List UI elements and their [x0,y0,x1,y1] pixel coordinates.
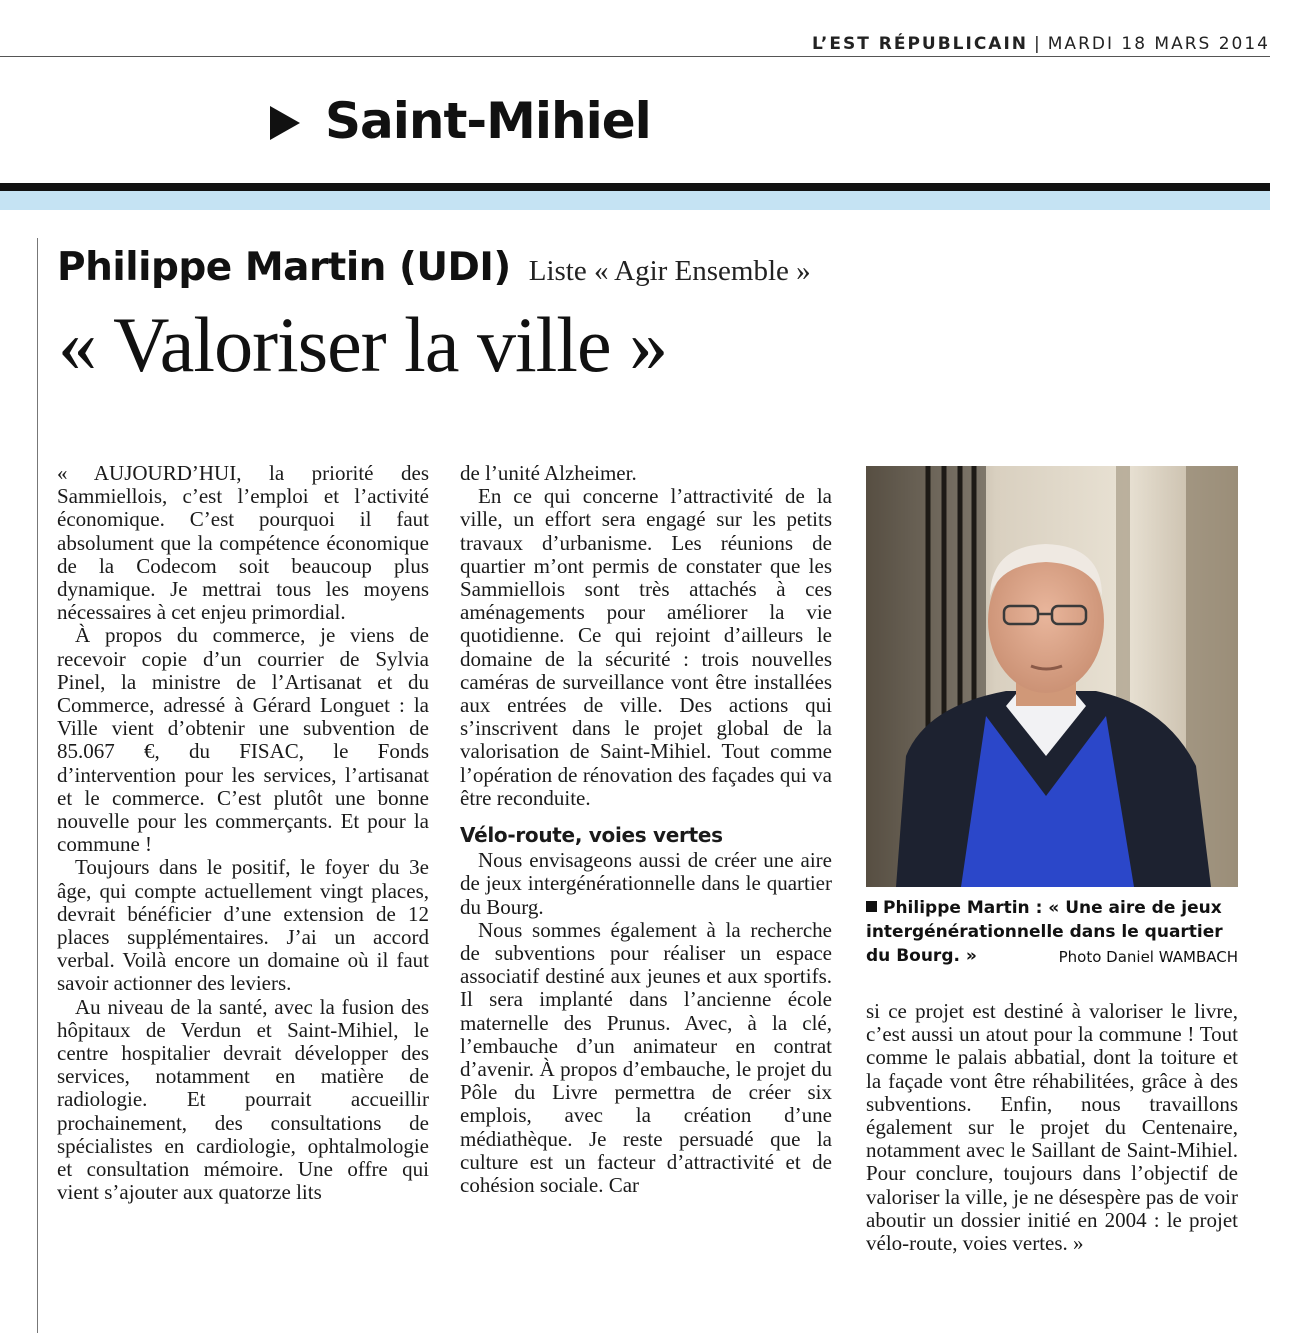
masthead-rule [0,56,1270,57]
kicker-list: Liste « Agir Ensemble » [528,255,811,287]
section-title: Saint-Mihiel [325,92,651,150]
masthead-separator: | [1034,34,1042,54]
article-left-rule [37,238,38,1333]
paragraph: Nous envisageons aussi de créer une aire de jeux intergénérationnelle dans le quartier du Bourg. [460,848,832,919]
paragraph: Au niveau de la santé, avec la fusion des hôpitaux de Verdun et Saint-Mihiel, le centre hospitalier devrait développer des services, notamment en matière de radiologie. Et pourrait accueillir prochainement, des consultations de spécialistes en cardiologie, ophtalmologie et consultation mémoire. Une offre qui vient s’ajouter aux quatorze lits [57,994,429,1205]
issue-date: MARDI 18 MARS 2014 [1047,34,1270,54]
kicker-name: Philippe Martin (UDI) [57,245,511,290]
paragraph: À propos du commerce, je viens de recevoir copie d’un courrier de Sylvia Pinel, la ministre de l’Artisanat et du Commerce, adressé à Gérard Longuet : la Ville vient d’obtenir une subvention de 85.067 €, du FISAC, le Fonds d’intervention pour les services, l’artisanat et le commerce. C’est plutôt une bonne nouvelle pour les commerçants. Et pour la commune ! [57,623,429,857]
section-band-black [0,183,1270,191]
paragraph: « AUJOURD’HUI, la priorité des Sammiellois, c’est l’emploi et l’activité économique. C’est pourquoi il faut absolument que la compétence économique de la Codecom soit beaucoup plus dynamique. Je mettrai tous les moyens nécessaires à cet enjeu primordial. [57,461,429,625]
article-headline: « Valoriser la ville » [58,301,668,388]
triangle-right-icon [270,106,300,140]
paragraph: de l’unité Alzheimer. [460,461,637,485]
article-subhead: Vélo-route, voies vertes [460,823,723,848]
section-band-blue [0,191,1270,210]
caption-bullet-icon [866,901,877,912]
photo-caption [866,896,1238,969]
masthead [812,34,1270,54]
article-column-3 [866,1000,1238,1255]
paragraph: En ce qui concerne l’attractivité de la ville, un effort sera engagé sur les petits travaux d’urbanisme. Les réunions de quartier m’ont permis de constater que les Sammiellois sont très attachés à ces aménagements pour améliorer la vie quotidienne. Ce qui rejoint d’ailleurs le domaine de la sécurité : trois nouvelles caméras de surveillance vont être installées aux entrées de ville. Des actions qui s’inscrivent dans le projet global de la valorisation de Saint-Mihiel. Tout comme l’opération de rénovation des façades qui va être reconduite. [460,484,832,810]
portrait-photo [866,466,1238,887]
paragraph: Nous sommes également à la recherche de subventions pour réaliser un espace associatif destiné aux jeunes et aux sportifs. Il sera implanté dans l’ancienne école maternelle des Prunus. Avec, à la clé, l’embauche d’un animateur en contrat d’avenir. À propos d’embauche, le projet du Pôle du Livre permettra de créer six emplois, avec la création d’une médiathèque. Je reste persuadé que la culture est un facteur d’attractivité et de cohésion sociale. Car [460,917,832,1198]
article-column-2 [460,462,832,1197]
photo-credit: Photo Daniel WAMBACH [1058,948,1238,966]
paragraph: Toujours dans le positif, le foyer du 3e âge, qui compte actuellement vingt places, devrait bénéficier d’une extension de 12 places supplémentaires. J’ai un accord verbal. Voilà encore un domaine où il faut savoir actionner des leviers. [57,855,429,996]
article-kicker [57,245,811,290]
paragraph: si ce projet est destiné à valoriser le livre, c’est aussi un atout pour la commune ! Tout comme le palais abbatial, dont la toiture et la façade vont être réhabilitées, grâce à des subventions. Enfin, nous travaillons également sur le projet du Centenaire, notamment avec le Saillant de Saint-Mihiel. Pour conclure, toujours dans l’objectif de valoriser la ville, je ne désespère pas de voir aboutir un dossier initié en 2004 : le projet vélo-route, voies vertes. » [866,999,1238,1256]
article-column-1 [57,462,429,1205]
caption-text: Philippe Martin : « Une aire de jeux intergénérationnelle dans le quartier du Bourg. » [866,898,1223,966]
newspaper-name: L’EST RÉPUBLICAIN [812,34,1029,54]
